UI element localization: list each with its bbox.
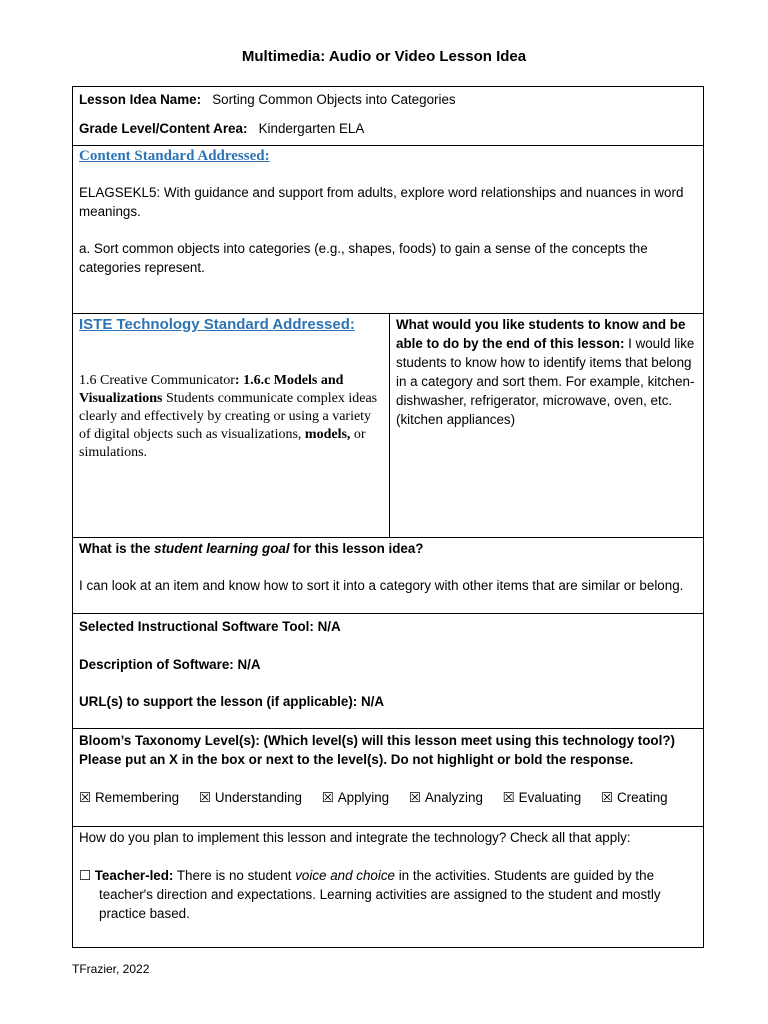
- content-standard-subtext: a. Sort common objects into categories (e.g., shapes, foods) to gain a sense of the concepts the categories represent.: [79, 241, 648, 275]
- grade-label: Grade Level/Content Area:: [79, 121, 248, 136]
- footer-author: TFrazier, 2022: [72, 962, 150, 976]
- blooms-level-analyzing[interactable]: [409, 788, 483, 807]
- lesson-info-cell: [73, 87, 704, 146]
- teacher-led-text-italic: voice and choice: [295, 868, 395, 883]
- grade-value: Kindergarten ELA: [258, 121, 365, 136]
- implement-question: How do you plan to implement this lesson and integrate the technology? Check all that apply:: [79, 830, 631, 845]
- blooms-level-label: Understanding: [214, 790, 302, 805]
- blooms-question: Bloom’s Taxonomy Level(s): (Which level(s) will this lesson meet using this technology tool?): [79, 733, 675, 748]
- teacher-led-text-pre: There is no student: [173, 868, 296, 883]
- blooms-level-label: Applying: [337, 790, 390, 805]
- blooms-level-applying[interactable]: [322, 788, 389, 807]
- goal-question: [79, 539, 697, 558]
- checked-box-icon[interactable]: ☒: [79, 790, 92, 805]
- iste-cell: [73, 314, 390, 538]
- content-standard-text: ELAGSEKL5: With guidance and support from adults, explore word relationships and nuances in word meanings.: [79, 185, 684, 219]
- iste-heading: ISTE Technology Standard Addressed:: [79, 316, 355, 333]
- teacher-led-label: Teacher-led:: [94, 868, 174, 883]
- blooms-level-label: Creating: [616, 790, 668, 805]
- teacher-led-text-post: in the activities. Students are guided by the teacher's direction and expectations. Learning activities are assigned to the student and mostly practice based.: [99, 868, 661, 921]
- blooms-level-remembering[interactable]: [79, 788, 179, 807]
- goal-question-italic: student learning goal: [154, 541, 290, 556]
- blooms-level-label: Remembering: [95, 790, 180, 805]
- software-urls: URL(s) to support the lesson (if applicable): N/A: [79, 694, 385, 709]
- software-cell: [73, 614, 704, 729]
- blooms-instruction: Please put an X in the box or next to the level(s). Do not highlight or bold the response.: [79, 752, 634, 767]
- checked-box-icon[interactable]: ☒: [502, 790, 515, 805]
- iste-standard-text: [79, 372, 383, 462]
- checked-box-icon[interactable]: ☒: [600, 790, 613, 805]
- blooms-level-understanding[interactable]: [199, 788, 302, 807]
- know-answer: I would like students to know how to identify items that belong in a category and sort them. For example, kitchen- dishwasher, refrigerator, microwave, oven, etc. (kitchen appliances): [396, 336, 695, 427]
- goal-answer: I can look at an item and know how to sort it into a category with other items that are similar or belong.: [79, 578, 684, 593]
- blooms-level-evaluating[interactable]: [503, 788, 582, 807]
- document-title: Multimedia: Audio or Video Lesson Idea: [241, 48, 527, 65]
- blooms-level-label: Analyzing: [424, 790, 483, 805]
- lesson-name-value: Sorting Common Objects into Categories: [212, 92, 456, 107]
- iste-models: models,: [304, 427, 351, 442]
- iste-description: Students communicate complex ideas clearly and effectively by creating or using a variety of digital objects such as visualizations,: [79, 391, 378, 442]
- know-question: What would you like students to know and be able to do by the end of this lesson:: [396, 317, 686, 351]
- know-text: [396, 315, 697, 429]
- software-tool: Selected Instructional Software Tool: N/A: [79, 619, 341, 634]
- blooms-cell: [73, 729, 704, 827]
- goal-question-pre: What is the: [79, 541, 155, 556]
- checked-box-icon[interactable]: ☒: [408, 790, 421, 805]
- iste-subheading: : 1.6.c Models and Visualizations: [79, 373, 344, 406]
- goal-question-post: for this lesson idea?: [289, 541, 424, 556]
- content-standard-heading: Content Standard Addressed:: [79, 148, 270, 164]
- checked-box-icon[interactable]: ☒: [198, 790, 211, 805]
- content-standard-cell: [73, 146, 704, 314]
- iste-code: 1.6 Creative Communicator: [79, 373, 235, 388]
- unchecked-box-icon[interactable]: ☐: [79, 868, 92, 883]
- lesson-name-label: Lesson Idea Name:: [79, 92, 202, 107]
- blooms-level-creating[interactable]: [601, 788, 668, 807]
- know-cell: [390, 314, 704, 538]
- implement-cell: [73, 827, 704, 948]
- blooms-levels: [79, 788, 697, 807]
- goal-cell: [73, 538, 704, 614]
- software-description: Description of Software: N/A: [79, 657, 261, 672]
- iste-end: or simulations.: [79, 427, 366, 460]
- lesson-table: [72, 86, 704, 948]
- teacher-led-option: [79, 866, 697, 923]
- checked-box-icon[interactable]: ☒: [321, 790, 334, 805]
- blooms-level-label: Evaluating: [518, 790, 582, 805]
